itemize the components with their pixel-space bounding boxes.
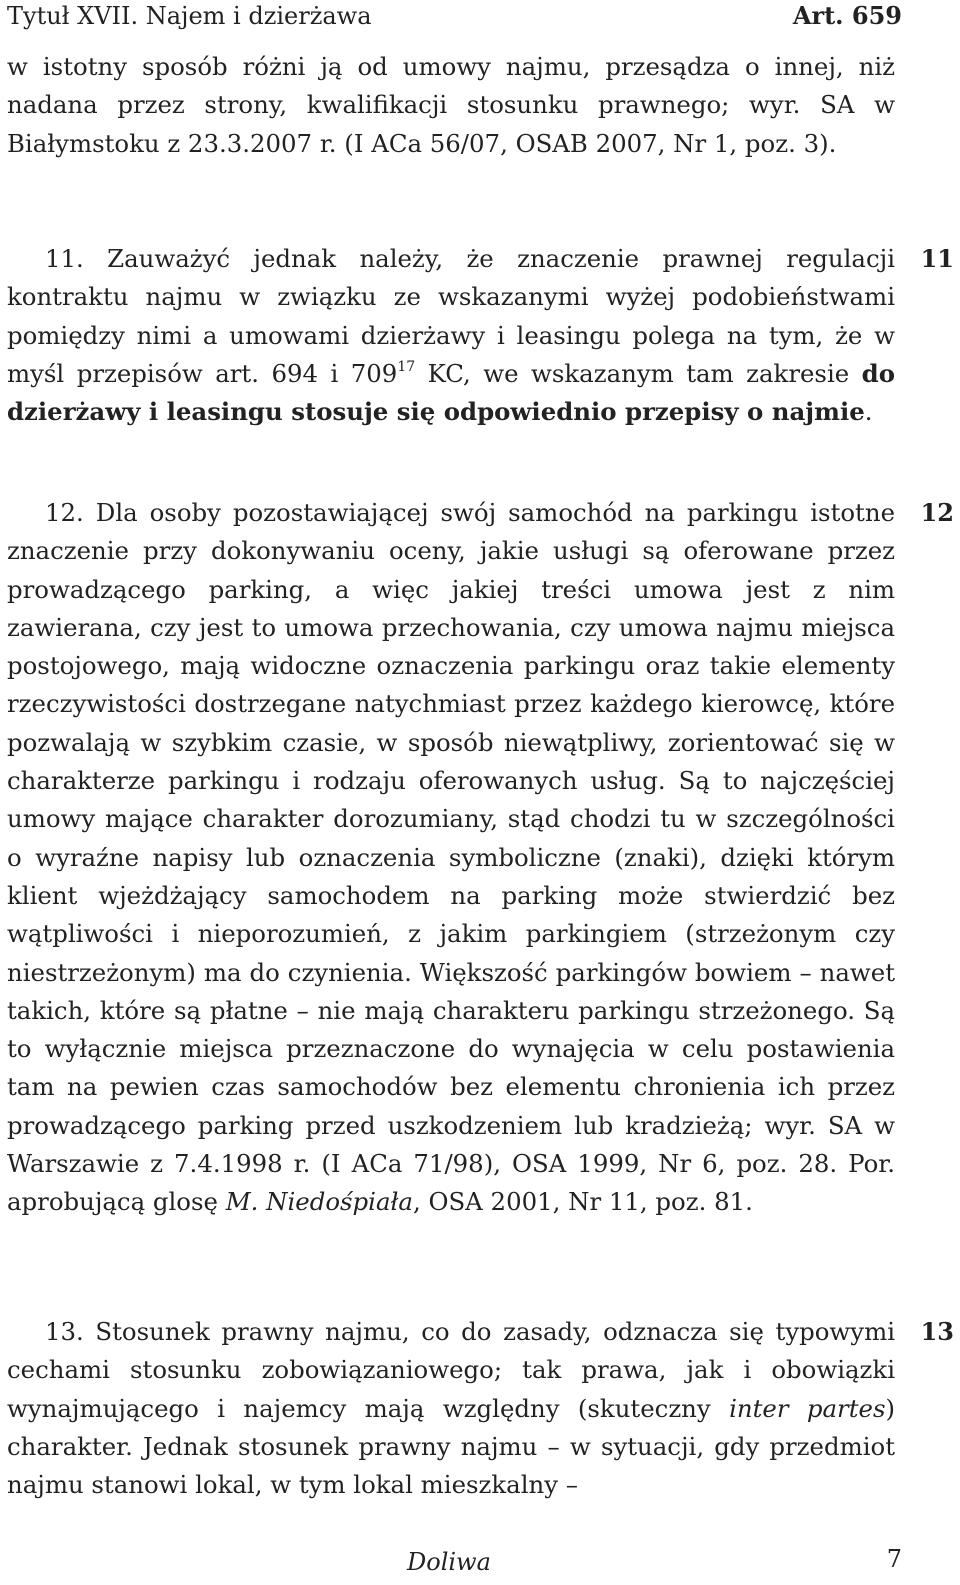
paragraph-continuation bbox=[7, 48, 895, 163]
italic-author: M. Niedośpiała bbox=[225, 1187, 413, 1217]
header-article: Art. 659 bbox=[792, 1, 902, 30]
paragraph-text: ) charakter. Jednak stosunek prawny najmu – w sytuacji, gdy przedmiot najmu stanowi lokal, w tym lokal mieszkalny – bbox=[7, 1393, 895, 1500]
paragraph-text: KC, we wskazanym tam zakresie bbox=[415, 358, 862, 388]
paragraph-text: 13. Stosunek prawny najmu, co do zasady, odznacza się typowymi cechami stosunku zobowiązaniowego; tak prawa, jak i obowiązki wynajmującego i najemcy mają względny (skuteczny bbox=[7, 1317, 895, 1423]
superscript: 17 bbox=[397, 358, 416, 375]
paragraph-text: 11. Zauważyć jednak należy, że znaczenie prawnej regulacji kontraktu najmu w związku ze wskazanymi wyżej podobieństwami pomiędzy nimi a umowami dzierżawy i leasingu polega na tym, że w myśl przepisów art. 694 i 709 bbox=[7, 244, 895, 388]
paragraph-text: . bbox=[864, 397, 873, 427]
paragraph-text: 12. Dla osoby pozostawiającej swój samochód na parkingu istotne znaczenie przy dokonywaniu oceny, jakie usługi są oferowane przez prowadzącego parking, a więc jakiej treści umowa jest z nim zawierana, czy jest to umowa przechowania, czy umowa najmu miejsca postojowego, mają widoczne oznaczenia parkingu oraz takie elementy rzeczywistości dostrzegane natychmiast przez każdego kierowcę, które pozwalają w szybkim czasie, w sposób niewątpliwy, zorientować się w charakterze parkingu i rodzaju oferowanych usług. Są to najczęściej umowy mające charakter dorozumiany, stąd chodzi tu w szczególności o wyraźne napisy lub oznaczenia symboliczne (znaki), dzięki którym klient wjeżdżający samochodem na parking może stwierdzić bez wątpliwości i nieporozumień, z jakim parkingiem (strzeżonym czy niestrzeżonym) ma do czynienia. Większość parkingów bowiem – nawet takich, które są płatne – nie mają charakteru parkingu strzeżonego. Są to wyłącznie miejsca przeznaczone do wynajęcia w celu postawienia tam na pewien czas samochodów bez elementu chronienia ich przez prowadzącego parking przed uszkodzeniem lub kradzieżą; wyr. SA w Warszawie z 7.4.1998 r. (I ACa 71/98), OSA 1999, Nr 6, poz. 28. Por. aprobującą glosę bbox=[7, 498, 895, 1217]
header-title: Tytuł XVII. Najem i dzierżawa bbox=[7, 2, 372, 30]
margin-number-13: 13 bbox=[920, 1317, 954, 1346]
paragraph-13 bbox=[7, 1313, 895, 1504]
paragraph-text: w istotny sposób różni ją od umowy najmu, przesądza o innej, niż nadana przez strony, kwalifikacji stosunku prawnego; wyr. SA w Białymstoku z 23.3.2007 r. (I ACa 56/07, OSAB 2007, Nr 1, poz. 3). bbox=[7, 52, 895, 158]
running-header bbox=[7, 0, 902, 32]
paragraph-12 bbox=[7, 494, 895, 1222]
paragraph-11 bbox=[7, 240, 895, 431]
margin-number-12: 12 bbox=[920, 498, 954, 527]
page-number: 7 bbox=[886, 1545, 902, 1573]
paragraph-text: , OSA 2001, Nr 11, poz. 81. bbox=[412, 1187, 753, 1217]
bold-emphasis: do dzierżawy i leasingu stosuje się odpowiednio przepisy o najmie bbox=[7, 358, 895, 427]
footer-author: Doliwa bbox=[407, 1548, 491, 1576]
margin-number-11: 11 bbox=[920, 244, 954, 273]
italic-latin-term: inter partes bbox=[729, 1393, 886, 1423]
